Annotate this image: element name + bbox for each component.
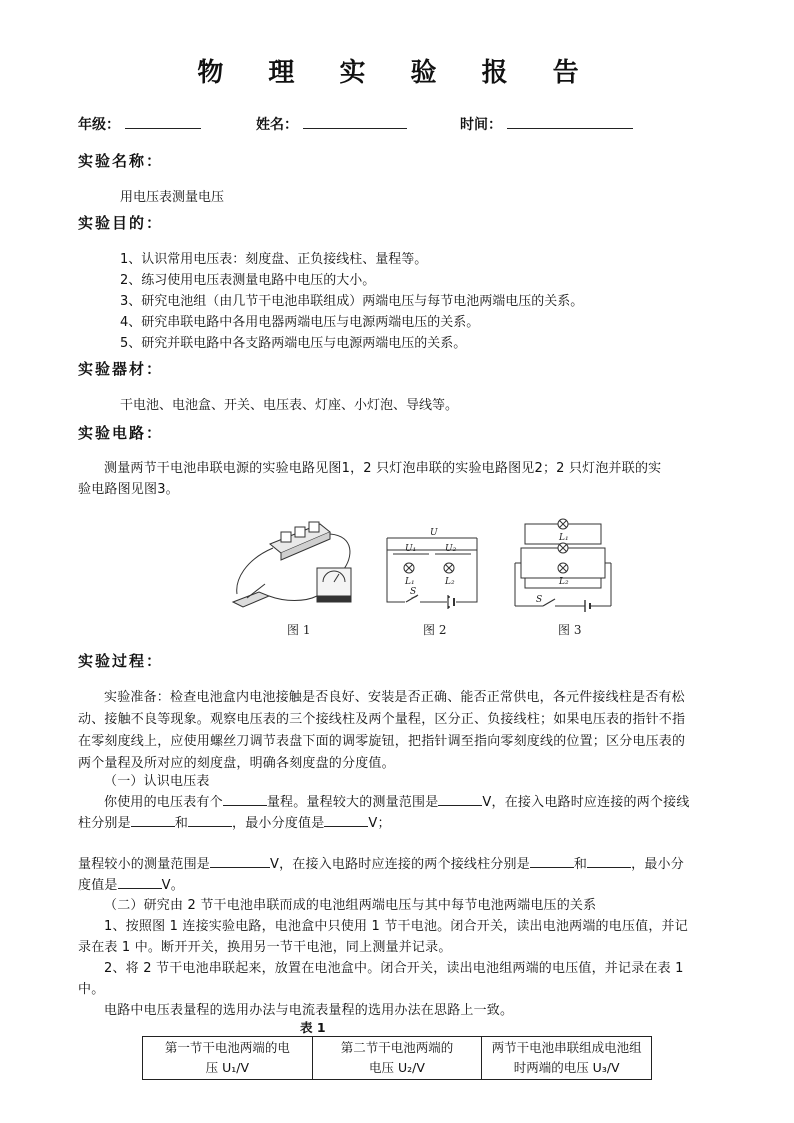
name-label: 姓名： — [256, 117, 298, 133]
question-line: 度值是 V。 — [78, 878, 184, 893]
grade-field — [78, 114, 201, 134]
purpose-item: 4、研究串联电路中各用电器两端电压与电源两端电压的关系。 — [120, 315, 480, 330]
label-L1: L₁ — [405, 577, 415, 587]
figure-2-series-circuit — [387, 538, 477, 608]
step-text: 2、将 2 节干电池串联起来，放置在电池盒中。闭合开关，读出电池组两端的电压值，并记录在表 1 — [104, 961, 684, 976]
note-text: 电路中电压表量程的选用办法与电流表量程的选用办法在思路上一致。 — [104, 1003, 514, 1018]
figure-1-setup — [233, 522, 351, 607]
figure-3-caption: 图 3 — [558, 623, 582, 637]
section-heading-name: 实验名称： — [78, 152, 164, 170]
answer-blank[interactable] — [131, 814, 175, 827]
prep-text: 在零刻度线上，应使用螺丝刀调节表盘下面的调零旋钮，把指针调至指向零刻度线的位置；区分电压表的 — [78, 734, 686, 749]
table-header-cell: 第二节干电池两端的 电压 U₂/V — [312, 1037, 482, 1080]
time-label: 时间： — [460, 117, 502, 133]
answer-blank[interactable] — [223, 793, 267, 806]
section-heading-circuit: 实验电路： — [78, 424, 164, 442]
name-field — [256, 114, 407, 134]
equipment-list: 干电池、电池盒、开关、电压表、灯座、小灯泡、导线等。 — [120, 398, 459, 413]
answer-blank[interactable] — [324, 814, 368, 827]
question-line: 量程较小的测量范围是 V，在接入电路时应连接的两个接线柱分别是 和 ，最小分 — [78, 857, 684, 872]
table-1-caption: 表 1 — [300, 1020, 326, 1035]
purpose-item: 2、练习使用电压表测量电路中电压的大小。 — [120, 273, 376, 288]
step-text: 1、按照图 1 连接实验电路，电池盒中只使用 1 节干电池。闭合开关，读出电池两端的电压值，并记 — [104, 919, 688, 934]
label-L2: L₂ — [559, 577, 569, 587]
question-line: 柱分别是 和 ，最小分度值是 V； — [78, 816, 391, 831]
answer-blank[interactable] — [530, 855, 574, 868]
part-2-title: （二）研究由 2 节干电池串联而成的电池组两端电压与其中每节电池两端电压的关系 — [104, 898, 597, 913]
prep-text: 动、接触不良等现象。观察电压表的三个接线柱及两个量程，区分正、负接线柱；如果电压表的指针不指 — [78, 712, 686, 727]
step-text: 中。 — [78, 982, 105, 997]
answer-blank[interactable] — [188, 814, 232, 827]
answer-blank[interactable] — [118, 876, 162, 889]
experiment-name: 用电压表测量电压 — [120, 190, 225, 205]
time-blank[interactable] — [507, 115, 633, 129]
table-header-row — [143, 1037, 652, 1080]
section-heading-equipment: 实验器材： — [78, 360, 164, 378]
table-header-cell: 两节干电池串联组成电池组 时两端的电压 U₃/V — [482, 1037, 652, 1080]
label-L2: L₂ — [445, 577, 455, 587]
grade-label: 年级： — [78, 117, 120, 133]
label-L1: L₁ — [559, 533, 569, 543]
time-field — [460, 114, 633, 134]
label-S: S — [536, 595, 543, 605]
circuit-description: 测量两节干电池串联电源的实验电路见图1，2 只灯泡串联的实验电路图见2；2 只灯泡并联的实 — [104, 461, 662, 476]
purpose-item: 1、认识常用电压表：刻度盘、正负接线柱、量程等。 — [120, 252, 428, 267]
section-heading-purpose: 实验目的： — [78, 214, 164, 232]
circuit-description: 验电路图见图3。 — [78, 482, 179, 497]
purpose-item: 5、研究并联电路中各支路两端电压与电源两端电压的关系。 — [120, 336, 467, 351]
label-S: S — [410, 587, 417, 597]
purpose-item: 3、研究电池组（由几节干电池串联组成）两端电压与每节电池两端电压的关系。 — [120, 294, 584, 309]
prep-text: 实验准备：检查电池盒内电池接触是否良好、安装是否正确、能否正常供电，各元件接线柱是否有松 — [104, 690, 685, 705]
page-title: 物 理 实 验 报 告 — [197, 58, 597, 88]
table-1 — [142, 1036, 652, 1080]
answer-blank[interactable] — [438, 793, 482, 806]
step-text: 录在表 1 中。断开开关，换用另一节干电池，同上测量并记录。 — [78, 940, 452, 955]
figure-2-caption: 图 2 — [423, 623, 447, 637]
answer-blank[interactable] — [587, 855, 631, 868]
question-line: 你使用的电压表有个 量程。量程较大的测量范围是 V，在接入电路时应连接的两个接线 — [104, 795, 690, 810]
section-heading-process: 实验过程： — [78, 652, 164, 670]
table-header-cell: 第一节干电池两端的电 压 U₁/V — [143, 1037, 313, 1080]
name-blank[interactable] — [303, 115, 407, 129]
figure-1-caption: 图 1 — [287, 623, 311, 637]
label-U1: U₁ — [405, 544, 417, 554]
prep-text: 两个量程及所对应的刻度盘，明确各刻度盘的分度值。 — [78, 756, 395, 771]
part-1-title: （一）认识电压表 — [104, 774, 210, 789]
label-U: U — [430, 528, 438, 538]
label-U2: U₂ — [445, 544, 457, 554]
answer-blank[interactable] — [210, 855, 270, 868]
circuit-figures — [225, 510, 625, 642]
grade-blank[interactable] — [125, 115, 201, 129]
